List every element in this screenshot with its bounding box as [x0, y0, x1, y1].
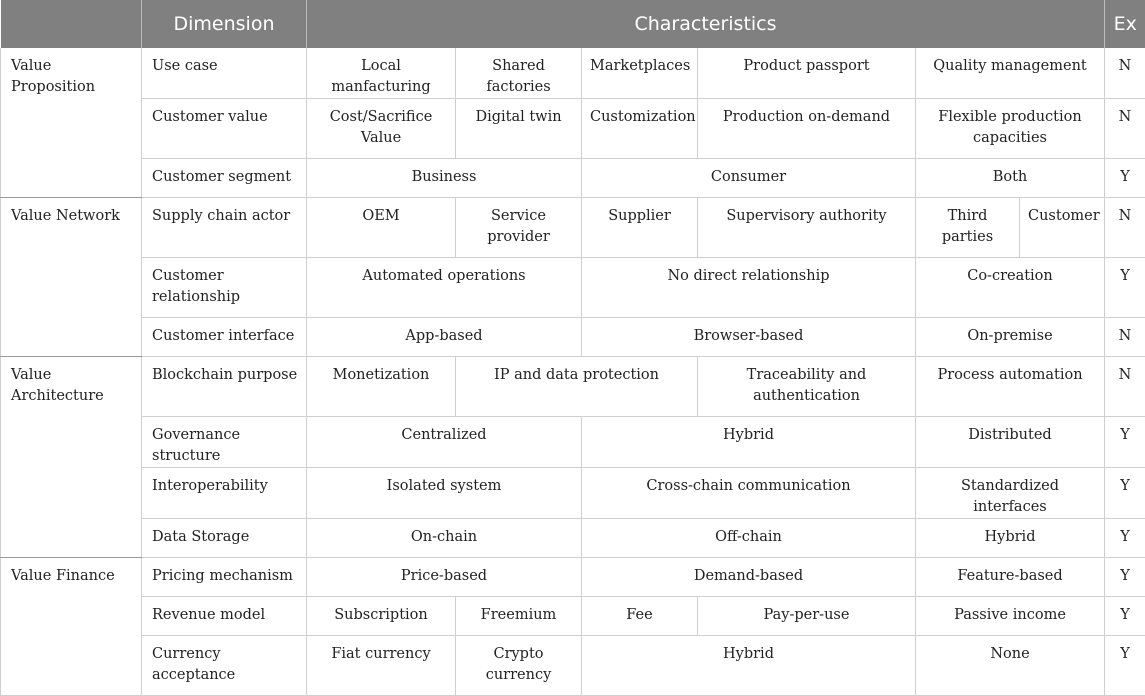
characteristic-cell: Fee	[582, 597, 698, 636]
dimension-cell: Pricing mechanism	[142, 558, 307, 597]
group-value-network: Value Network	[1, 198, 142, 357]
characteristic-cell: Digital twin	[456, 99, 582, 159]
characteristic-cell: No direct relationship	[582, 258, 916, 318]
ex-cell: N	[1105, 357, 1145, 417]
characteristic-cell: Service provider	[456, 198, 582, 258]
characteristic-cell: Process automation	[916, 357, 1105, 417]
characteristic-cell: Price-based	[307, 558, 582, 597]
characteristic-cell: On-premise	[916, 318, 1105, 357]
characteristic-cell: Demand-based	[582, 558, 916, 597]
header-characteristics: Characteristics	[307, 0, 1105, 48]
characteristic-cell: Consumer	[582, 159, 916, 198]
dimension-cell: Data Storage	[142, 519, 307, 558]
table-row	[1, 597, 1145, 636]
characteristic-cell: Hybrid	[916, 519, 1105, 558]
ex-cell: Y	[1105, 519, 1145, 558]
characteristic-cell: Feature-based	[916, 558, 1105, 597]
characteristic-cell: Marketplaces	[582, 48, 698, 99]
table-row	[1, 468, 1145, 519]
dimension-cell: Blockchain purpose	[142, 357, 307, 417]
characteristic-cell: Business	[307, 159, 582, 198]
characteristic-cell: IP and data protection	[456, 357, 698, 417]
characteristic-cell: Cost/Sacrifice Value	[307, 99, 456, 159]
ex-cell: Y	[1105, 558, 1145, 597]
characteristic-cell: Fiat currency	[307, 636, 456, 696]
characteristic-cell: Flexible production capacities	[916, 99, 1105, 159]
characteristic-cell: Supplier	[582, 198, 698, 258]
group-value-proposition: Value Proposition	[1, 48, 142, 198]
characteristic-cell: Standardized interfaces	[916, 468, 1105, 519]
table-row	[1, 198, 1145, 258]
group-value-finance: Value Finance	[1, 558, 142, 696]
ex-cell: N	[1105, 99, 1145, 159]
dimension-cell: Supply chain actor	[142, 198, 307, 258]
header-group-cell	[1, 0, 142, 48]
characteristic-cell: Subscription	[307, 597, 456, 636]
dimension-cell: Interoperability	[142, 468, 307, 519]
ex-cell: N	[1105, 48, 1145, 99]
header-ex: Ex	[1105, 0, 1145, 48]
characteristic-cell: Third parties	[916, 198, 1020, 258]
characteristic-cell: Isolated system	[307, 468, 582, 519]
characteristic-cell: Distributed	[916, 417, 1105, 468]
characteristic-cell: Customization	[582, 99, 698, 159]
characteristic-cell: Supervisory authority	[698, 198, 916, 258]
characteristic-cell: Automated operations	[307, 258, 582, 318]
header-dimension: Dimension	[142, 0, 307, 48]
characteristic-cell: Production on-demand	[698, 99, 916, 159]
characteristic-cell: Both	[916, 159, 1105, 198]
characteristic-cell: Crypto currency	[456, 636, 582, 696]
table-row	[1, 636, 1145, 696]
ex-cell: Y	[1105, 417, 1145, 468]
characteristic-cell: Centralized	[307, 417, 582, 468]
characteristic-cell: Monetization	[307, 357, 456, 417]
ex-cell: N	[1105, 318, 1145, 357]
characteristic-cell: Cross-chain communication	[582, 468, 916, 519]
dimension-cell: Customer interface	[142, 318, 307, 357]
characteristic-cell: Product passport	[698, 48, 916, 99]
ex-cell: N	[1105, 198, 1145, 258]
characteristic-cell: Hybrid	[582, 417, 916, 468]
characteristic-cell: Browser-based	[582, 318, 916, 357]
characteristic-cell: Traceability and authentication	[698, 357, 916, 417]
header-row	[1, 0, 1145, 48]
characteristic-cell: Freemium	[456, 597, 582, 636]
dimension-cell: Currency acceptance	[142, 636, 307, 696]
group-value-architecture: Value Architecture	[1, 357, 142, 558]
characteristic-cell: Local manfacturing	[307, 48, 456, 99]
characteristic-cell: Hybrid	[582, 636, 916, 696]
dimension-cell: Customer value	[142, 99, 307, 159]
ex-cell: Y	[1105, 258, 1145, 318]
table-row	[1, 318, 1145, 357]
table-row	[1, 357, 1145, 417]
table-row	[1, 258, 1145, 318]
characteristic-cell: OEM	[307, 198, 456, 258]
ex-cell: Y	[1105, 636, 1145, 696]
ex-cell: Y	[1105, 159, 1145, 198]
ex-cell: Y	[1105, 597, 1145, 636]
characteristic-cell: Passive income	[916, 597, 1105, 636]
table-row	[1, 417, 1145, 468]
characteristic-cell: Pay-per-use	[698, 597, 916, 636]
table-row	[1, 99, 1145, 159]
characteristic-cell: On-chain	[307, 519, 582, 558]
table-row	[1, 159, 1145, 198]
characteristic-cell: Off-chain	[582, 519, 916, 558]
table-row	[1, 48, 1145, 99]
dimension-cell: Revenue model	[142, 597, 307, 636]
characteristic-cell: Quality management	[916, 48, 1105, 99]
characteristic-cell: None	[916, 636, 1105, 696]
table-row	[1, 558, 1145, 597]
characteristic-cell: Co-creation	[916, 258, 1105, 318]
dimension-cell: Governance structure	[142, 417, 307, 468]
characteristic-cell: App-based	[307, 318, 582, 357]
dimension-cell: Customer segment	[142, 159, 307, 198]
table-row	[1, 519, 1145, 558]
dimension-cell: Use case	[142, 48, 307, 99]
dimension-cell: Customer relationship	[142, 258, 307, 318]
ex-cell: Y	[1105, 468, 1145, 519]
characteristic-cell: Shared factories	[456, 48, 582, 99]
characteristic-cell: Customer	[1020, 198, 1105, 258]
